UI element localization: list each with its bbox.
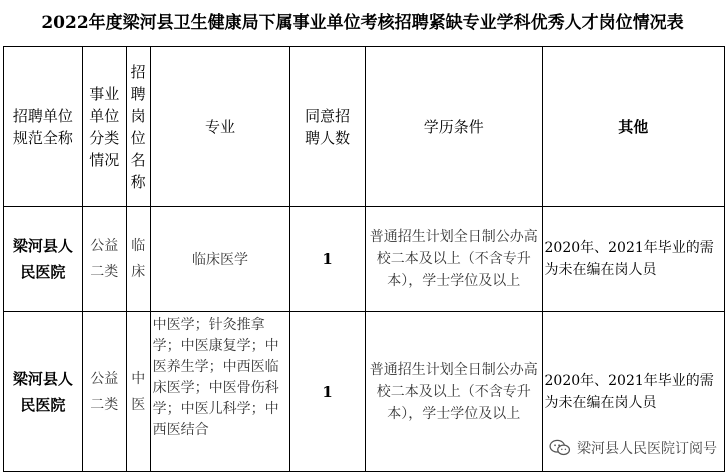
cell-education: 普通招生计划全日制公办高校二本及以上（不含专升本），学士学位及以上 bbox=[366, 207, 542, 312]
header-other: 其他 bbox=[542, 47, 725, 207]
header-post: 招聘岗位名称 bbox=[126, 47, 150, 207]
cell-category: 公益二类 bbox=[82, 207, 126, 312]
cell-unit: 梁河县人民医院 bbox=[4, 312, 83, 472]
cell-education: 普通招生计划全日制公办高校二本及以上（不含专升本），学士学位及以上 bbox=[366, 312, 542, 472]
wechat-icon bbox=[549, 439, 571, 457]
cell-category: 公益二类 bbox=[82, 312, 126, 472]
cell-unit: 梁河县人民医院 bbox=[4, 207, 83, 312]
cell-count: 1 bbox=[290, 312, 366, 472]
recruitment-table bbox=[3, 46, 725, 472]
cell-count: 1 bbox=[290, 207, 366, 312]
header-row bbox=[4, 47, 725, 207]
watermark bbox=[549, 438, 717, 458]
watermark-text: 梁河县人民医院订阅号 bbox=[577, 441, 717, 457]
cell-other: 2020年、2021年毕业的需为未在编在岗人员 bbox=[542, 312, 725, 472]
header-category: 事业单位分类情况 bbox=[82, 47, 126, 207]
header-count: 同意招聘人数 bbox=[290, 47, 366, 207]
header-unit: 招聘单位规范全称 bbox=[4, 47, 83, 207]
cell-other: 2020年、2021年毕业的需为未在编在岗人员 bbox=[542, 207, 725, 312]
page-title: 2022年度梁河县卫生健康局下属事业单位考核招聘紧缺专业学科优秀人才岗位情况表 bbox=[41, 13, 684, 33]
header-education: 学历条件 bbox=[366, 47, 542, 207]
cell-post: 中医 bbox=[126, 312, 150, 472]
cell-major: 临床医学 bbox=[150, 207, 290, 312]
table-row bbox=[4, 207, 725, 312]
cell-post: 临床 bbox=[126, 207, 150, 312]
cell-major: 中医学；针灸推拿学；中医康复学；中医养生学；中西医临床医学；中医骨伤科学；中医儿科学；中西医结合 bbox=[150, 312, 290, 472]
header-major: 专业 bbox=[150, 47, 290, 207]
